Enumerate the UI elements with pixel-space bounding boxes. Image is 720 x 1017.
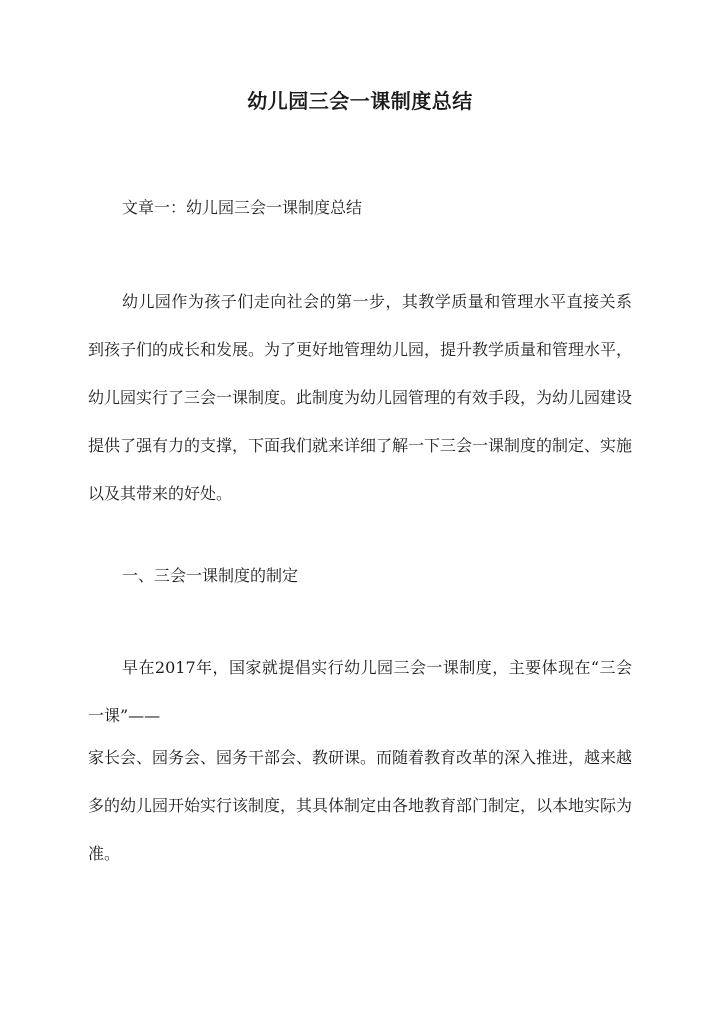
section-paragraph-2: 家长会、园务会、园务干部会、教研课。而随着教育改革的深入推进，越来越多的幼儿园开始实行该制度，其具体制定由各地教育部门制定，以本地实际为准。 — [88, 748, 633, 863]
article-subtitle: 文章一：幼儿园三会一课制度总结 — [122, 198, 363, 217]
document-title: 幼儿园三会一课制度总结 — [247, 89, 473, 113]
section-heading: 一、三会一课制度的制定 — [122, 566, 299, 585]
intro-paragraph: 幼儿园作为孩子们走向社会的第一步，其教学质量和管理水平直接关系到孩子们的成长和发展。为了更好地管理幼儿园，提升教学质量和管理水平，幼儿园实行了三会一课制度。此制度为幼儿园管理的有效手段，为幼儿园建设提供了强有力的支撑，下面我们就来详细了解一下三会一课制度的制定、实施以及其带来的好处。 — [88, 292, 633, 503]
section-paragraph-1: 早在2017年，国家就提倡实行幼儿园三会一课制度，主要体现在“三会一课”—— — [88, 658, 632, 725]
